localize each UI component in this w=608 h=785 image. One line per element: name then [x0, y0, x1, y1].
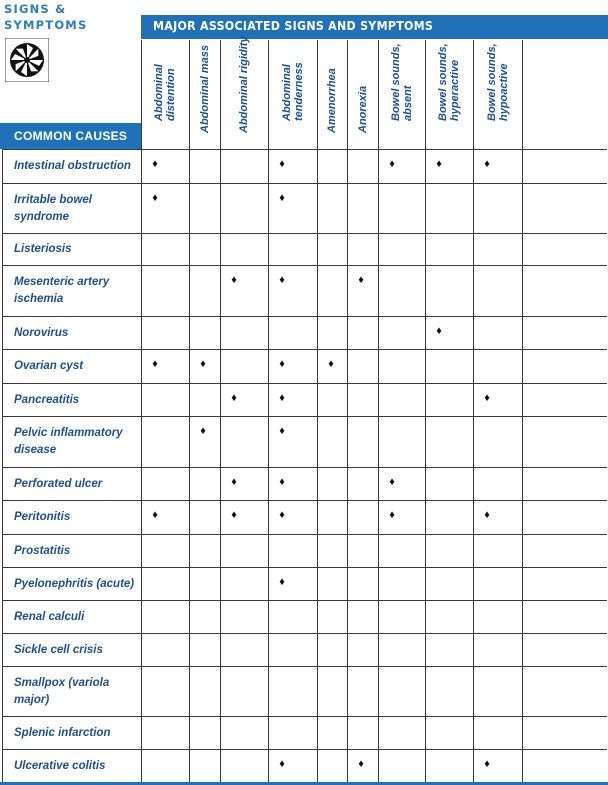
- column-divider: [268, 40, 269, 782]
- column-header-label: Amenorrhea: [326, 68, 338, 133]
- table-border-left: [2, 149, 3, 782]
- column-divider: [189, 40, 190, 782]
- table-row-label: Peritonitis: [14, 511, 71, 523]
- column-header: [378, 40, 425, 149]
- diamond-mark: ♦: [484, 392, 490, 404]
- diamond-mark: ♦: [436, 325, 442, 337]
- column-divider: [522, 40, 523, 782]
- table-row-label: Prostatitis: [14, 544, 71, 557]
- column-header: [473, 40, 522, 149]
- diamond-mark: ♦: [231, 274, 237, 286]
- diamond-mark: ♦: [484, 509, 490, 521]
- diamond-mark: ♦: [152, 192, 158, 204]
- diamond-mark: ♦: [279, 392, 285, 404]
- table-row-label: Pancreatitis: [14, 393, 80, 406]
- diamond-mark: ♦: [389, 158, 395, 170]
- column-header: [425, 40, 473, 149]
- pinwheel-logo-icon: [5, 38, 49, 82]
- column-header: [189, 40, 220, 149]
- diamond-mark: ♦: [279, 476, 285, 488]
- column-divider: [425, 40, 426, 782]
- diamond-mark: ♦: [328, 358, 334, 370]
- major-signs-label: MAJOR ASSOCIATED SIGNS AND SYMPTOMS: [153, 19, 434, 33]
- diamond-mark: ♦: [279, 425, 285, 437]
- diamond-mark: ♦: [279, 758, 285, 770]
- column-header-label: Abdominal rigidity: [238, 36, 250, 133]
- common-causes-header: [0, 123, 141, 149]
- diamond-mark: ♦: [484, 158, 490, 170]
- diamond-mark: ♦: [279, 509, 285, 521]
- column-header-label: Abdominal distention: [153, 64, 177, 121]
- column-header-label: Bowel sounds, hypoactive: [485, 43, 510, 121]
- section-title: [4, 1, 87, 33]
- column-divider: [378, 40, 379, 782]
- column-divider: [473, 40, 474, 782]
- table-row-label: Ulcerative colitis: [14, 759, 106, 772]
- table-row-label: Intestinal obstruction: [14, 160, 131, 172]
- diamond-mark: ♦: [484, 758, 490, 770]
- diamond-mark: ♦: [152, 158, 158, 170]
- diamond-mark: ♦: [279, 274, 285, 286]
- column-header-label: Abdominal mass: [198, 44, 211, 133]
- major-signs-header: [141, 15, 608, 39]
- column-header-label: Anorexia: [356, 85, 369, 133]
- diamond-mark: ♦: [358, 274, 364, 286]
- table-row-label: Smallpox (variola major): [14, 676, 110, 706]
- diamond-mark: ♦: [389, 509, 395, 521]
- table-row-label: Irritable bowel syndrome: [14, 193, 92, 223]
- table-row-label: Listeriosis: [14, 243, 72, 255]
- column-header: [317, 40, 347, 149]
- section-title-line2: SYMPTOMS: [4, 18, 88, 32]
- table-row-label: Norovirus: [14, 326, 69, 339]
- table-row-label: Pyelonephritis (acute): [14, 577, 135, 590]
- table-row-label: Ovarian cyst: [14, 360, 84, 372]
- column-header-label: Abdominal tenderness: [280, 62, 305, 121]
- diamond-mark: ♦: [279, 192, 285, 204]
- column-header: [141, 40, 189, 149]
- diamond-mark: ♦: [279, 576, 285, 588]
- diamond-mark: ♦: [200, 358, 206, 370]
- column-header-label: Bowel sounds, absent: [389, 43, 414, 121]
- column-header: [268, 40, 317, 149]
- table-row-label: Perforated ulcer: [14, 477, 103, 490]
- section-title-line1: SIGNS &: [4, 2, 67, 16]
- table-row-label: Pelvic inflammatory disease: [14, 427, 123, 456]
- column-divider: [220, 40, 221, 782]
- diamond-mark: ♦: [231, 476, 237, 488]
- table-row-label: Renal calculi: [14, 610, 85, 623]
- column-header-label: Bowel sounds, hyperactive: [437, 43, 461, 121]
- diamond-mark: ♦: [231, 509, 237, 521]
- diamond-mark: ♦: [152, 358, 158, 370]
- diamond-mark: ♦: [389, 476, 395, 488]
- diamond-mark: ♦: [279, 158, 285, 170]
- diamond-mark: ♦: [436, 158, 442, 170]
- table-row-label: Mesenteric artery ischemia: [14, 276, 110, 305]
- diamond-mark: ♦: [231, 392, 237, 404]
- diamond-mark: ♦: [279, 358, 285, 370]
- diamond-mark: ♦: [358, 758, 364, 770]
- column-header: [220, 36, 268, 149]
- column-divider: [141, 40, 142, 782]
- column-divider: [317, 40, 318, 782]
- diamond-mark: ♦: [200, 425, 206, 437]
- column-divider: [347, 40, 348, 782]
- table-row-label: Sickle cell crisis: [14, 643, 103, 656]
- column-header: [347, 40, 378, 149]
- table-row-label: Splenic infarction: [14, 726, 111, 739]
- common-causes-label: COMMON CAUSES: [14, 129, 128, 143]
- diamond-mark: ♦: [152, 509, 158, 521]
